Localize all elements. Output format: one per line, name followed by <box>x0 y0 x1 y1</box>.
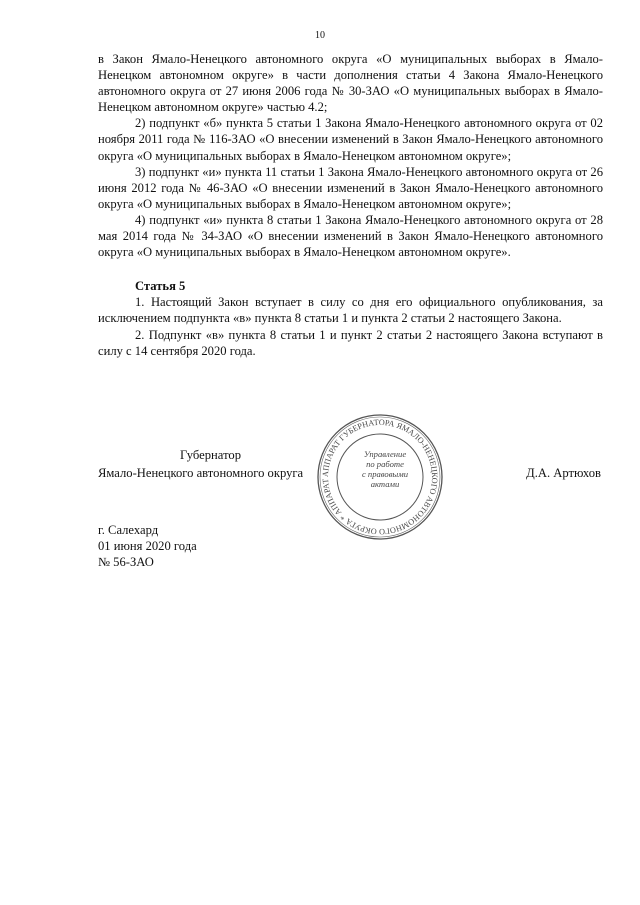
paragraph: в Закон Ямало-Ненецкого автономного округа «О муниципальных выборах в Ямало-Ненецком автономном округе» в части дополнения статьи 4 Закона Ямало-Ненецкого автономного округа от 27 июня 2006 года № 30-ЗАО «О муниципальных выборах в Ямало-Ненецком автономном округе» частью 4.2; <box>98 52 603 115</box>
page-number: 10 <box>315 30 325 41</box>
paragraph: 2) подпункт «б» пункта 5 статьи 1 Закона Ямало-Ненецкого автономного округа от 02 ноября 2011 года № 116-ЗАО «О внесении изменений в Закон Ямало-Ненецкого автономного округа «О муниципальных выборах в Ямало-Ненецком автономном округе»; <box>98 116 603 163</box>
paragraph: 3) подпункт «и» пункта 11 статьи 1 Закона Ямало-Ненецкого автономного округа от 26 июня 2012 года № 46-ЗАО «О внесении изменений в Закон Ямало-Ненецкого автономного округа «О муниципальных выборах в Ямало-Ненецком автономном округе»; <box>98 164 603 211</box>
article-item: 2. Подпункт «в» пункта 8 статьи 1 и пункт 2 статьи 2 настоящего Закона вступают в силу с 14 сентября 2020 года. <box>98 327 603 358</box>
document-body <box>98 51 603 359</box>
stamp-ring-text: АППАРАТ ГУБЕРНАТОРА ЯМАЛО-НЕНЕЦКОГО АВТОНОМНОГО ОКРУГА * АППАРАТ <box>320 417 440 537</box>
city: г. Салехард <box>98 523 159 537</box>
paragraph: 4) подпункт «и» пункта 8 статьи 1 Закона Ямало-Ненецкого автономного округа от 28 мая 2014 года № 34-ЗАО «О внесении изменений в Закон Ямало-Ненецкого автономного округа «О муниципальных выборах в Ямало-Ненецком автономном округе». <box>98 212 603 260</box>
stamp-center-text: Управление по работе с правовыми актами <box>361 449 409 489</box>
governor-title: Губернатор <box>180 448 241 462</box>
law-number: № 56-ЗАО <box>98 555 154 569</box>
law-date: 01 июня 2020 года <box>98 539 197 553</box>
closing-block <box>98 522 197 570</box>
governor-name: Д.А. Артюхов <box>526 466 601 480</box>
article-heading: Статья 5 <box>135 279 186 294</box>
official-stamp <box>315 412 445 542</box>
governor-region: Ямало-Ненецкого автономного округа <box>98 466 304 480</box>
article-item: 1. Настоящий Закон вступает в силу со дня его официального опубликования, за исключением подпункта «в» пункта 8 статьи 1 и пункта 2 статьи 2 настоящего Закона. <box>98 295 603 326</box>
